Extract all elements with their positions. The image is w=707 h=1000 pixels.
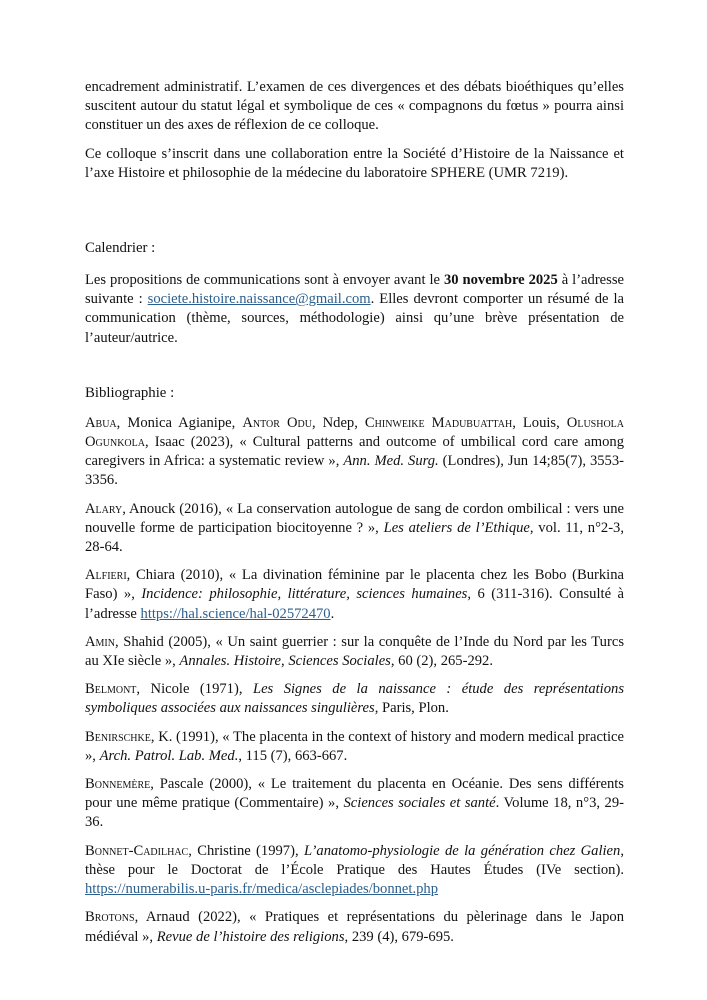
bib-journal: L’anatomo-physiologie de la génération chez Galien	[303, 842, 621, 859]
bib-author: Amin	[85, 633, 115, 650]
bib-author: Belmont	[85, 681, 137, 698]
bib-journal: Annales. Histoire, Sciences Sociales	[179, 653, 391, 670]
calendrier-heading: Calendrier :	[85, 240, 156, 257]
bib-text: .	[330, 605, 335, 622]
bib-text: , Chiara (2010), « La divination féminine par le placenta chez les Bobo (Burkina Faso) »,	[85, 567, 624, 603]
intro-paragraph-2: Ce colloque s’inscrit dans une collaboration entre la Société d’Histoire de la Naissance et l’axe Histoire et philosophie de la médecine du laboratoire SPHERE (UMR 7219).	[85, 145, 624, 181]
bib-text: , 239 (4), 679-695.	[344, 928, 454, 945]
bib-entry-alary	[85, 500, 624, 558]
intro-paragraph-1: encadrement administratif. L’examen de ces divergences et des débats bioéthiques qu’elles suscitent autour du statut légal et symbolique de ces « compagnons du fœtus » pourra ainsi constituer un des axes de réflexion de ce colloque.	[85, 79, 624, 134]
bib-journal: Les ateliers de l’Ethique	[383, 519, 530, 536]
bib-journal: Incidence: philosophie, littérature, sciences humaines	[141, 586, 468, 603]
bib-journal: Sciences sociales et santé	[343, 795, 496, 812]
bib-text: , Christine (1997),	[188, 842, 304, 859]
bib-text: , Shahid (2005), « Un saint guerrier : sur la conquête de l’Inde du Nord par les Turcs au XIe siècle »,	[85, 633, 624, 670]
calendrier-text-3: . Elles devront comporter un résumé de la communication (thème, sources, méthodologie) ainsi qu’une brève présentation de l’auteur/autrice.	[85, 291, 624, 346]
bib-text: , thèse pour le Doctorat de l’École Pratique des Hautes Études (IVe section).	[85, 842, 624, 878]
bib-journal: Ann. Med. Surg.	[343, 453, 439, 470]
bib-author: Olushola Ogunkola	[85, 414, 625, 451]
bib-entry-brotons	[85, 908, 624, 946]
bib-text: , 60 (2), 265-292.	[390, 653, 494, 670]
bib-text: , 115 (7), 663-667.	[238, 747, 348, 764]
bib-author: Alfieri	[85, 567, 127, 584]
bib-entry-amin	[85, 633, 624, 671]
contact-email-link[interactable]: societe.histoire.naissance@gmail.com	[147, 291, 371, 308]
bib-entry-benirschke	[85, 728, 624, 766]
bib-text: (Londres), Jun 14;85(7), 3553-3356.	[85, 453, 624, 489]
bib-journal: Les Signes de la naissance : étude des représentations symboliques associées aux naissances singulières	[85, 681, 624, 717]
calendrier-text-2: à l’adresse suivante :	[85, 272, 624, 308]
bib-text: , Pascale (2000), « Le traitement du placenta en Océanie. Des sens différents pour une même pratique (Commentaire) »,	[85, 776, 624, 812]
calendrier-paragraph	[85, 271, 624, 348]
bib-text: , Arnaud (2022), « Pratiques et représentations du pèlerinage dans le Japon médiéval »,	[85, 909, 624, 945]
bib-author: Antor Odu	[242, 414, 312, 431]
bib-author: Brotons	[85, 909, 135, 926]
deadline-date: 30 novembre 2025	[443, 272, 558, 289]
bib-text: , K. (1991), « The placenta in the context of history and modern medical practice »,	[85, 728, 624, 764]
bib-author: Chinweike Madubuattah	[364, 414, 513, 431]
bib-text: , Ndep,	[311, 414, 365, 431]
bib-journal: Revue de l’histoire des religions	[156, 928, 345, 945]
numerabilis-link[interactable]: https://numerabilis.u-paris.fr/medica/asclepiades/bonnet.php	[85, 881, 438, 898]
bib-text: , Monica Agianipe,	[116, 414, 243, 431]
calendrier-text-1: Les propositions de communications sont à envoyer avant le	[85, 272, 444, 289]
bib-entry-bonnet-cadilhac	[85, 842, 624, 900]
bib-entry-abua	[85, 414, 624, 491]
bib-author: Abua	[85, 414, 117, 431]
bib-text: , Paris, Plon.	[374, 700, 449, 717]
bib-journal: Arch. Patrol. Lab. Med.	[99, 747, 239, 764]
bib-text: , 6 (311-316). Consulté à l’adresse	[85, 586, 625, 622]
bib-author: Bonnemère	[85, 776, 151, 793]
bib-text: , Louis,	[512, 414, 567, 431]
bibliographie-heading: Bibliographie :	[85, 384, 175, 401]
bib-text: . Volume 18, n°3, 29-36.	[85, 795, 624, 831]
bib-author: Alary	[85, 500, 123, 517]
bib-text: , Anouck (2016), « La conservation autologue de sang de cordon ombilical : vers une nouvelle forme de participation biocitoyenne ? »,	[85, 500, 624, 536]
bib-text: , Nicole (1971),	[136, 681, 253, 698]
bib-text: , vol. 11, n°2-3, 28-64.	[85, 519, 625, 556]
bib-entry-bonnemere	[85, 775, 624, 833]
hal-link[interactable]: https://hal.science/hal-02572470	[140, 605, 331, 622]
bib-text: , Isaac (2023), « Cultural patterns and outcome of umbilical cord care among caregivers in Africa: a systematic review »,	[85, 434, 624, 470]
bib-entry-alfieri	[85, 566, 624, 624]
bib-entry-belmont	[85, 680, 624, 718]
bib-author: Benirschke	[85, 728, 151, 745]
bib-author: Bonnet-Cadilhac	[85, 842, 189, 859]
